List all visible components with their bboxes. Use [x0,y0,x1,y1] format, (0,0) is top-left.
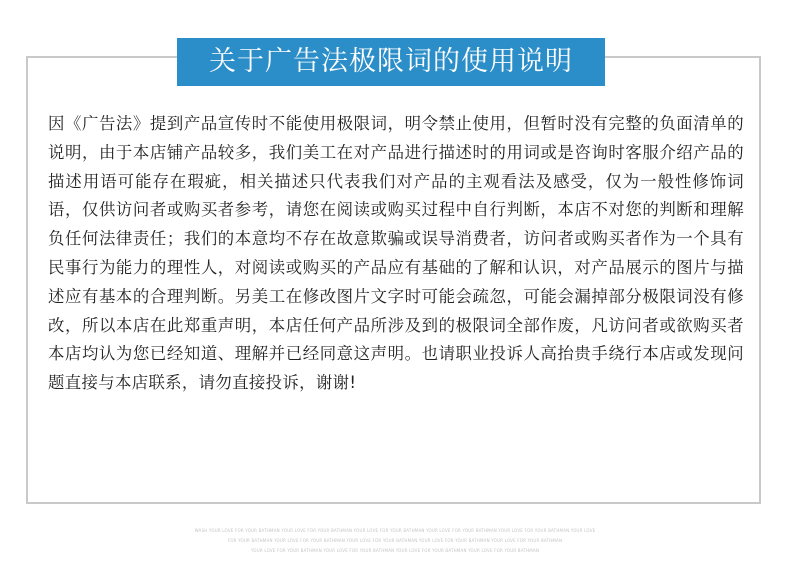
footer-line: WASH YOUR LOVE FOR YOUR BATHMAN YOUR LOVE FOR YOUR BATHMAN YOUR LOVE FOR YOUR BATHMAN YOUR LOVE FOR YOUR BATHMAN YOUR LOVE FOR YOUR BATHMAN YOUR LOVE [194,528,596,533]
footer-watermark-text [120,526,670,556]
disclaimer-text: 因《广告法》提到产品宣传时不能使用极限词，明令禁止使用，但暂时没有完整的负面清单的说明，由于本店铺产品较多，我们美工在对产品进行描述时的用词或是咨询时客服介绍产品的描述用语可能存在瑕疵，相关描述只代表我们对产品的主观看法及感受，仅为一般性修饰词语，仅供访问者或购买者参考，请您在阅读或购买过程中自行判断，本店不对您的判断和理解负任何法律责任；我们的本意均不存在故意欺骗或误导消费者，访问者或购买者作为一个具有民事行为能力的理性人，对阅读或购买的产品应有基础的了解和认识，对产品展示的图片与描述应有基本的合理判断。另美工在修改图片文字时可能会疏忽，可能会漏掉部分极限词没有修改，所以本店在此郑重声明，本店任何产品所涉及到的极限词全部作废，凡访问者或欲购买者本店均认为您已经知道、理解并已经同意这声明。也请职业投诉人高抬贵手绕行本店或发现问题直接与本店联系，请勿直接投诉，谢谢! [48,114,744,393]
page-title: 关于广告法极限词的使用说明 [177,38,605,86]
footer-line: YOUR LOVE FOR YOUR BATHMAN YOUR LOVE FOR YOUR BATHMAN YOUR LOVE FOR YOUR BATHMAN YOUR LOVE FOR YOUR BATHMAN [250,548,540,553]
footer-line: FOR YOUR BATHMAN YOUR LOVE FOR YOUR BATHMAN YOUR LOVE FOR YOUR BATHMAN YOUR LOVE FOR YOUR BATHMAN YOUR LOVE FOR YOUR BATHMAN [227,538,563,543]
